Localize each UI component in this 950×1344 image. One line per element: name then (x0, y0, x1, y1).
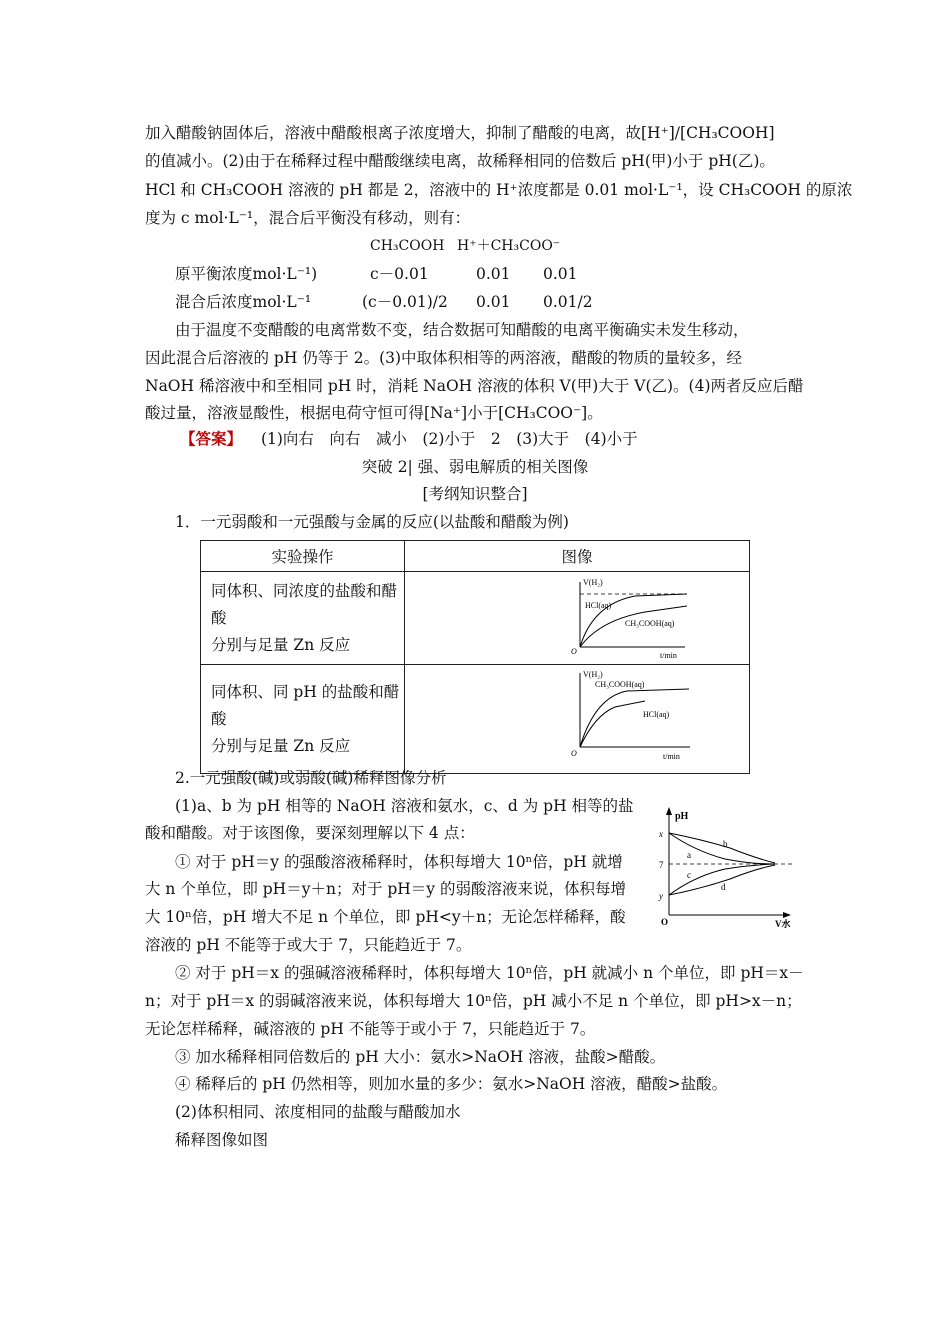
paragraph-line: 酸过量，溶液显酸性，根据电荷守恒可得[Na⁺]小于[CH₃COO⁻]。 (145, 404, 603, 422)
y-axis-arrow (666, 807, 672, 815)
paragraph-line: ① 对于 pH＝y 的强酸溶液稀释时，体积每增大 10ⁿ倍，pH 就增 (175, 853, 623, 871)
paragraph-line: 大 n 个单位，即 pH＝y＋n；对于 pH＝y 的弱酸溶液来说，体积每增 (145, 880, 626, 898)
equation-cell: 0.01/2 (543, 293, 593, 311)
paragraph-line: 酸和醋酸。对于该图像，要深刻理解以下 4 点： (145, 824, 475, 842)
equation-reactant: CH₃COOH (370, 238, 445, 254)
paragraph-line: 度为 c mol·L⁻¹，混合后平衡没有移动，则有： (145, 209, 471, 227)
paragraph-line: HCl 和 CH₃COOH 溶液的 pH 都是 2，溶液中的 H⁺浓度都是 0.01 mol·L⁻¹，设 CH₃COOH 的原浓 (145, 181, 853, 199)
curve-ch3cooh (580, 689, 689, 747)
paragraph-line: ② 对于 pH＝x 的强碱溶液稀释时，体积每增大 10ⁿ倍，pH 就减小 n 个单位，即 pH＝x－ (175, 964, 804, 982)
paragraph-line: ③ 加水稀释相同倍数后的 pH 大小：氨水>NaOH 溶液，盐酸>醋酸。 (175, 1048, 666, 1066)
table-cell-op (201, 572, 405, 665)
op-text: 分别与足量 Zn 反应 (211, 736, 351, 755)
equation-products: H⁺＋CH₃COO⁻ (457, 238, 561, 254)
equation-row-label: 混合后浓度mol·L⁻¹ (175, 293, 312, 311)
answer-text: (1)向右 向右 减小 (2)小于 2 (3)大于 (4)小于 (260, 430, 638, 448)
paragraph-line: 因此混合后溶液的 pH 仍等于 2。(3)中取体积相等的两溶液，醋酸的物质的量较多，经 (145, 349, 743, 367)
item-heading: 2.一元强酸(碱)或弱酸(碱)稀释图像分析 (175, 769, 447, 787)
item-heading: 1．一元弱酸和一元强酸与金属的反应(以盐酸和醋酸为例) (175, 513, 569, 531)
graph-hcl-vs-ch3cooh-same-ph (405, 665, 749, 769)
curve-hcl (580, 701, 645, 747)
comparison-table (200, 540, 750, 774)
table-header-op: 实验操作 (201, 541, 405, 572)
op-text: 同体积、同 pH 的盐酸和醋酸 (211, 682, 400, 728)
y-axis-label: pH (675, 811, 689, 822)
tick-y: y (659, 891, 663, 901)
table-cell-op (201, 665, 405, 774)
tick-x: x (659, 829, 663, 839)
answer-line (180, 429, 638, 449)
equation-cell: 0.01 (476, 265, 511, 283)
paragraph-line: 溶液的 pH 不能等于或大于 7，只能趋近于 7。 (145, 936, 472, 954)
paragraph-line: 由于温度不变醋酸的电离常数不变，结合数据可知醋酸的电离平衡确实未发生移动， (175, 321, 749, 339)
y-axis-label: V(H₂) (583, 578, 603, 587)
equation-cell: 0.01 (543, 265, 578, 283)
subsection-title: [考纲知识整合] (422, 485, 528, 503)
equation-cell: 0.01 (476, 293, 511, 311)
paragraph-line: NaOH 稀溶液中和至相同 pH 时，消耗 NaOH 溶液的体积 V(甲)大于 V(乙)。(4)两者反应后醋 (145, 377, 804, 395)
paragraph-line: 的值减小。(2)由于在稀释过程中醋酸继续电离，故稀释相同的倍数后 pH(甲)小于 pH(乙)。 (145, 152, 775, 170)
paragraph-line: ④ 稀释后的 pH 仍然相等，则加水量的多少：氨水>NaOH 溶液，醋酸>盐酸。 (175, 1075, 728, 1093)
label-d: d (721, 882, 726, 892)
equation-row-label: 原平衡浓度mol·L⁻¹) (175, 265, 318, 283)
label-b: b (723, 839, 728, 849)
label-a: a (687, 850, 691, 860)
x-axis-arrow (783, 912, 791, 918)
curve-label-a: HCl(aq) (585, 601, 612, 610)
op-text: 分别与足量 Zn 反应 (211, 635, 351, 654)
section-title: 突破 2| 强、弱电解质的相关图像 (361, 458, 589, 476)
paragraph-line: 大 10ⁿ倍，pH 增大不足 n 个单位，即 pH<y＋n；无论怎样稀释，酸 (145, 908, 626, 926)
curve-label-a: CH₃COOH(aq) (595, 680, 645, 689)
paragraph-line: 稀释图像如图 (175, 1131, 269, 1149)
paragraph-line: 加入醋酸钠固体后，溶液中醋酸根离子浓度增大，抑制了醋酸的电离，故[H⁺]/[CH₃COOH] (145, 124, 775, 142)
paragraph-line: (1)a、b 为 pH 相等的 NaOH 溶液和氨水，c、d 为 pH 相等的盐 (175, 797, 634, 815)
curve-label-b: CH₃COOH(aq) (625, 619, 675, 628)
curve-label-b: HCl(aq) (643, 710, 670, 719)
dilution-ph-graph (655, 803, 805, 933)
table-cell-graph (405, 572, 750, 665)
table-row (201, 665, 750, 774)
x-axis-label: t/min (663, 752, 680, 761)
op-text: 同体积、同浓度的盐酸和醋酸 (211, 581, 398, 627)
paragraph-line: 无论怎样稀释，碱溶液的 pH 不能等于或小于 7，只能趋近于 7。 (145, 1020, 596, 1038)
table-cell-graph (405, 665, 750, 774)
origin-label: O (571, 647, 577, 656)
x-axis-label: V水 (775, 919, 791, 929)
curve-a (669, 833, 775, 864)
table-header-img: 图像 (405, 541, 750, 572)
equation-cell: (c－0.01)/2 (362, 293, 448, 311)
paragraph-line: (2)体积相同、浓度相同的盐酸与醋酸加水 (175, 1103, 461, 1121)
graph-hcl-vs-ch3cooh-same-concentration (405, 572, 749, 660)
origin-label: O (661, 917, 669, 927)
answer-label: 【答案】 (180, 429, 243, 448)
equation-cell: c－0.01 (370, 265, 429, 283)
tick-7: 7 (659, 860, 664, 870)
paragraph-line: n；对于 pH＝x 的弱碱溶液来说，体积每增大 10ⁿ倍，pH 减小不足 n 个单位，即 pH>x－n； (145, 992, 802, 1010)
origin-label: O (571, 749, 577, 758)
y-axis-label: V(H₂) (583, 670, 603, 679)
table-row (201, 572, 750, 665)
x-axis-label: t/min (660, 651, 677, 660)
label-c: c (687, 870, 691, 880)
